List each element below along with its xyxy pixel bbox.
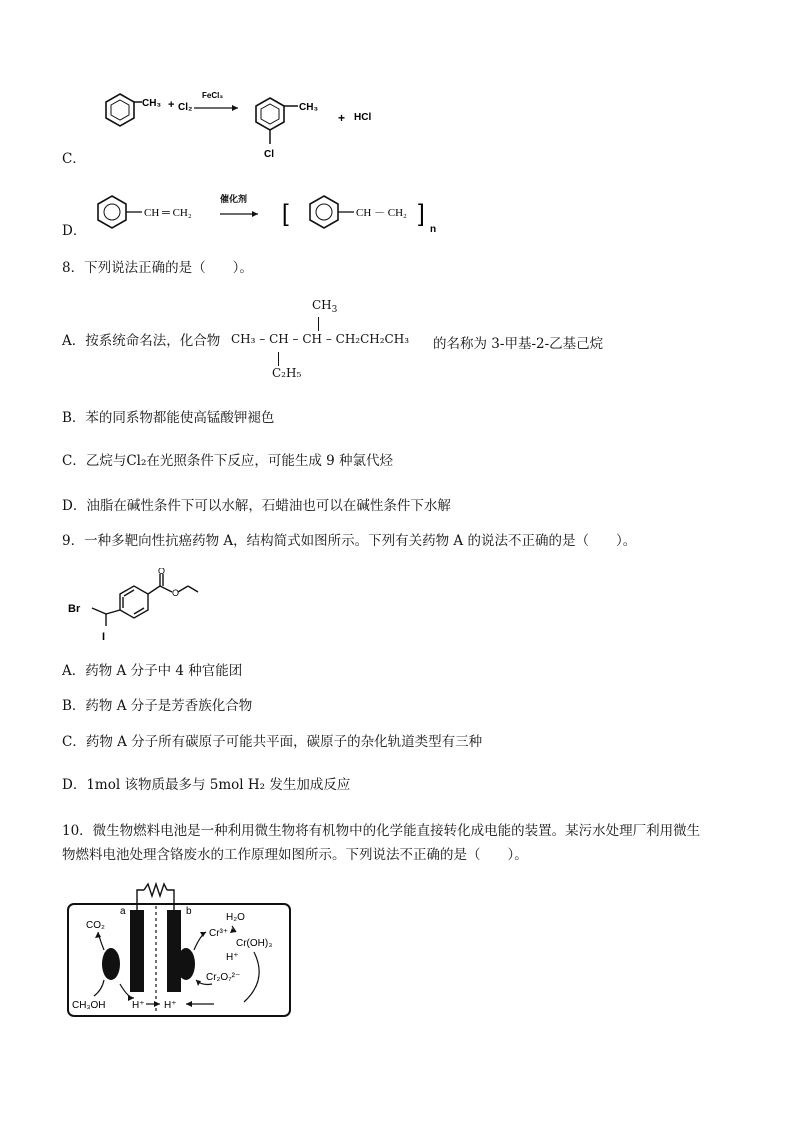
- q9-stem: 9．一种多靶向性抗癌药物 A，结构简式如图所示。下列有关药物 A 的说法不正确的是（ ）。: [62, 533, 637, 549]
- q8-stem: 8．下列说法正确的是（ ）。: [62, 260, 253, 276]
- q9-br-label: Br: [68, 603, 81, 615]
- q7-c-reactant-sub: CH₃: [142, 98, 162, 109]
- cr2o7-label: Cr₂O₇²⁻: [206, 972, 241, 983]
- benzene-ring-styrene: [98, 196, 126, 228]
- electrode-a-label: a: [120, 906, 126, 917]
- q7-d-reaction: [88, 188, 468, 238]
- q9-i-label: I: [102, 631, 106, 643]
- co2-label: CO₂: [86, 920, 105, 931]
- h-left-label: H⁺: [132, 1000, 145, 1011]
- electrode-b-label: b: [186, 906, 192, 917]
- electrode-b: [167, 910, 181, 992]
- q10-stem-line1: 10．微生物燃料电池是一种利用微生物将有机物中的化学能直接转化成电能的装置。某污水处理厂利用微生: [62, 823, 701, 839]
- q10-stem-line2: 物燃料电池处理含铬废水的工作原理如图所示。下列说法不正确的是（ ）。: [62, 847, 528, 863]
- q8-a-bottom-branch: C₂H₅: [272, 366, 302, 380]
- benzene-ring-product: [256, 98, 284, 130]
- h-plus-label: H⁺: [226, 952, 239, 963]
- microbe-left: [102, 948, 120, 980]
- q8-a-top-branch: $CH_3$: [312, 298, 338, 315]
- q7-d-product-chain: CH － CH₂: [356, 207, 407, 219]
- q8-option-d: D．油脂在碱性条件下可以水解，石蜡油也可以在碱性条件下水解: [62, 498, 451, 514]
- benzene-ring-polymer: [310, 196, 338, 228]
- q7-c-reaction: [90, 80, 420, 165]
- q7-d-label: D．: [62, 223, 87, 239]
- cr3-label: Cr³⁺: [209, 928, 229, 939]
- svg-text:[: [: [282, 200, 289, 227]
- q9-option-b: B．药物 A 分子是芳香族化合物: [62, 698, 253, 714]
- q10-fuel-cell-diagram: [64, 880, 294, 1020]
- q7-c-product-bottom: Cl: [264, 149, 274, 160]
- benzene-ring-reactant: [106, 94, 134, 126]
- q7-d-catalyst: 催化剂: [220, 194, 248, 204]
- q8-a-bond-bottom: [278, 352, 279, 366]
- h-right-label: H⁺: [164, 1000, 177, 1011]
- resistor-icon: [144, 884, 167, 896]
- q8-a-main-chain: CH₃ – CH – CH – CH₂CH₂CH₃: [231, 332, 410, 346]
- q8-a-prefix: A．按系统命名法，化合物: [62, 333, 221, 349]
- q9-option-d: D．1mol 该物质最多与 5mol H₂ 发生加成反应: [62, 777, 351, 793]
- q7-d-n: n: [430, 224, 437, 235]
- q9-o2-label: O: [172, 588, 180, 598]
- q8-a-bond-top: [318, 317, 319, 331]
- croh3-label: Cr(OH)₃: [236, 938, 273, 949]
- q7-c-catalyst: FeCl₃: [202, 91, 224, 100]
- q8-option-b: B．苯的同系物都能使高锰酸钾褪色: [62, 410, 275, 426]
- svg-text:]: ]: [418, 200, 425, 227]
- h2o-label: H₂O: [226, 912, 245, 923]
- q9-option-a: A．药物 A 分子中 4 种官能团: [62, 663, 243, 679]
- q8-option-c: C．乙烷与Cl₂在光照条件下反应，可能生成 9 种氯代烃: [62, 453, 394, 469]
- q7-c-product-top: CH₃: [299, 102, 319, 113]
- q9-structure: [62, 568, 202, 646]
- svg-text:+: +: [338, 111, 346, 125]
- microbe-right: [177, 948, 195, 980]
- q9-option-c: C．药物 A 分子所有碳原子可能共平面，碳原子的杂化轨道类型有三种: [62, 734, 483, 750]
- ch3oh-label: CH₃OH: [72, 1000, 106, 1011]
- q7-d-reactant-chain: CH ═ CH₂: [144, 207, 192, 219]
- q8-a-suffix: 的名称为 3-甲基-2-乙基己烷: [433, 336, 604, 352]
- svg-text:+: +: [168, 99, 175, 111]
- q7-c-label: C．: [62, 151, 86, 167]
- q7-c-reagent: Cl₂: [178, 102, 193, 113]
- q9-o-label: O: [158, 568, 166, 576]
- q7-c-byproduct: HCl: [354, 112, 372, 123]
- electrode-a: [130, 910, 144, 992]
